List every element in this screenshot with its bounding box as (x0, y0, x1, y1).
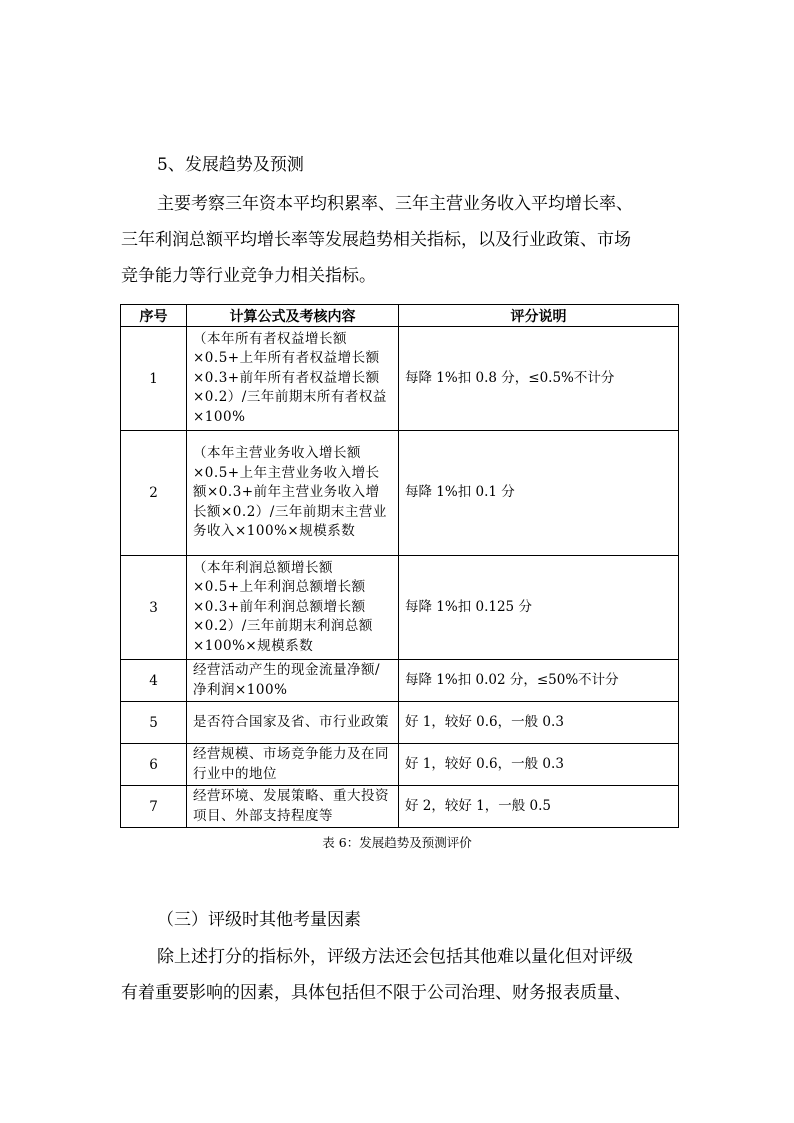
row-scoring: 每降 1%扣 0.1 分 (399, 431, 679, 556)
evaluation-table (120, 304, 679, 828)
row-index: 3 (121, 556, 187, 660)
paragraph-line: 主要考察三年资本平均积累率、三年主营业务收入平均增长率、 (157, 194, 633, 214)
paragraph-line: 三年利润总额平均增长率等发展趋势相关指标，以及行业政策、市场 (121, 230, 631, 250)
row-formula: 经营环境、发展策略、重大投资项目、外部支持程度等 (187, 786, 399, 828)
paragraph-development-trend (121, 186, 679, 294)
paragraph-other-factors (121, 939, 679, 1011)
table-caption: 表 6：发展趋势及预测评价 (322, 835, 472, 850)
row-scoring: 每降 1%扣 0.125 分 (399, 556, 679, 660)
row-formula: 经营规模、市场竞争能力及在同行业中的地位 (187, 744, 399, 786)
row-formula: （本年利润总额增长额×0.5+上年利润总额增长额×0.3+前年利润总额增长额×0.2）/三年前期末利润总额×100%×规模系数 (187, 556, 399, 660)
row-scoring: 每降 1%扣 0.8 分，≤0.5%不计分 (399, 327, 679, 431)
row-index: 1 (121, 327, 187, 431)
table-row (121, 702, 679, 744)
row-index: 5 (121, 702, 187, 744)
header-formula: 计算公式及考核内容 (187, 305, 399, 327)
table-row (121, 744, 679, 786)
table-row (121, 327, 679, 431)
header-scoring: 评分说明 (399, 305, 679, 327)
header-index: 序号 (121, 305, 187, 327)
row-scoring: 每降 1%扣 0.02 分，≤50%不计分 (399, 660, 679, 702)
row-scoring: 好 1，较好 0.6，一般 0.3 (399, 744, 679, 786)
row-scoring: 好 1，较好 0.6，一般 0.3 (399, 702, 679, 744)
row-index: 2 (121, 431, 187, 556)
table-row (121, 660, 679, 702)
table-row (121, 431, 679, 556)
row-index: 6 (121, 744, 187, 786)
table-row (121, 556, 679, 660)
row-formula: 是否符合国家及省、市行业政策 (187, 702, 399, 744)
row-formula: （本年所有者权益增长额×0.5+上年所有者权益增长额×0.3+前年所有者权益增长额×0.2）/三年前期末所有者权益×100% (187, 327, 399, 431)
row-index: 7 (121, 786, 187, 828)
row-formula: （本年主营业务收入增长额×0.5+上年主营业务收入增长额×0.3+前年主营业务收入增长额×0.2）/三年前期末主营业务收入×100%×规模系数 (187, 431, 399, 556)
table-header-row (121, 305, 679, 327)
table-row (121, 786, 679, 828)
paragraph-line: 除上述打分的指标外，评级方法还会包括其他难以量化但对评级 (157, 947, 633, 967)
paragraph-line: 竞争能力等行业竞争力相关指标。 (121, 266, 376, 286)
row-formula: 经营活动产生的现金流量净额/净利润×100% (187, 660, 399, 702)
row-scoring: 好 2，较好 1，一般 0.5 (399, 786, 679, 828)
section-heading-5: 5、发展趋势及预测 (157, 155, 304, 175)
section-heading-3: （三）评级时其他考量因素 (157, 910, 361, 930)
row-index: 4 (121, 660, 187, 702)
paragraph-line: 有着重要影响的因素，具体包括但不限于公司治理、财务报表质量、 (121, 983, 631, 1003)
